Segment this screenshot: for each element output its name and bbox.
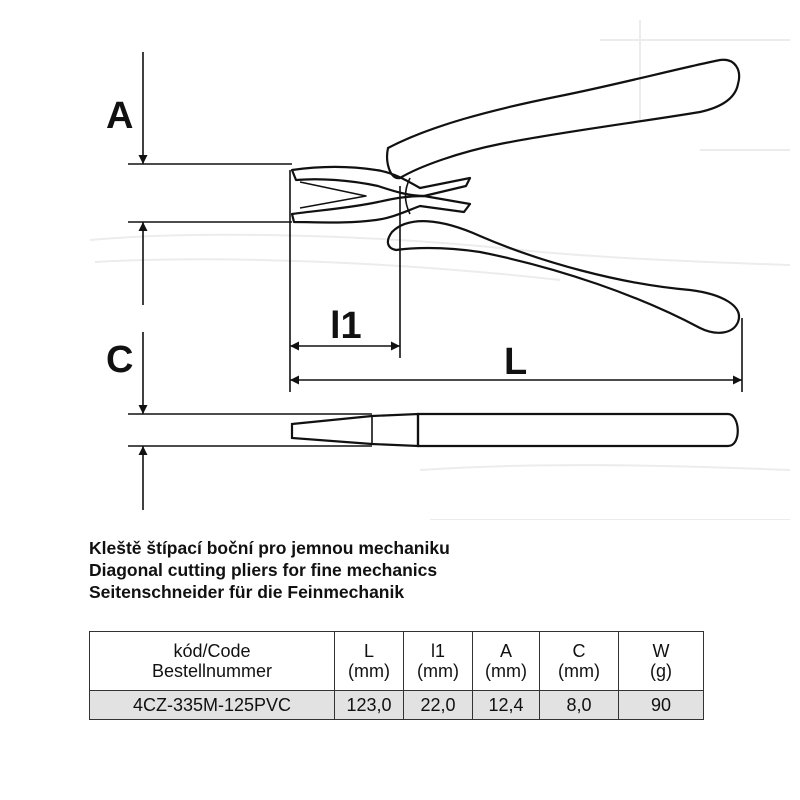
pliers-top-view (292, 60, 739, 333)
header-w-unit: (g) (650, 661, 672, 681)
header-w-name: W (652, 641, 670, 661)
header-code-line2: Bestellnummer (151, 661, 273, 681)
upper-jaw-outline (292, 167, 470, 196)
lower-handle-outline (388, 221, 739, 333)
header-a (473, 632, 540, 691)
table-row (90, 691, 704, 720)
dimension-label-l1: l1 (330, 305, 362, 347)
header-c (540, 632, 619, 691)
specification-table (89, 631, 704, 720)
cell-a: 12,4 (473, 691, 540, 720)
lower-jaw-outline (292, 196, 470, 223)
header-l-unit: (mm) (348, 661, 390, 681)
dimension-label-c: C (106, 339, 134, 381)
header-l1-unit: (mm) (417, 661, 459, 681)
header-code (90, 632, 335, 691)
header-c-unit: (mm) (558, 661, 600, 681)
header-l1 (404, 632, 473, 691)
title-czech: Kleště štípací boční pro jemnou mechaniku (89, 538, 450, 558)
table-header-row (90, 632, 704, 691)
product-titles (89, 537, 450, 603)
title-german: Seitenschneider für die Feinmechanik (89, 582, 405, 602)
header-a-name: A (499, 641, 512, 661)
side-handle-outline (418, 414, 738, 446)
dimension-label-a: A (106, 95, 134, 137)
pliers-side-view (292, 414, 738, 446)
title-english: Diagonal cutting pliers for fine mechanics (89, 560, 438, 580)
header-w (619, 632, 704, 691)
cell-l1: 22,0 (404, 691, 473, 720)
header-l (335, 632, 404, 691)
header-l1-name: l1 (430, 641, 445, 661)
cell-c: 8,0 (540, 691, 619, 720)
cell-code: 4CZ-335M-125PVC (90, 691, 335, 720)
header-c-name: C (572, 641, 586, 661)
dimension-label-l: L (504, 341, 528, 383)
header-l-name: L (363, 641, 374, 661)
side-jaw-outline (292, 414, 418, 446)
cell-w: 90 (619, 691, 704, 720)
header-a-unit: (mm) (485, 661, 527, 681)
header-code-line1: kód/Code (173, 641, 251, 661)
cell-l: 123,0 (335, 691, 404, 720)
upper-handle-outline (387, 60, 739, 178)
